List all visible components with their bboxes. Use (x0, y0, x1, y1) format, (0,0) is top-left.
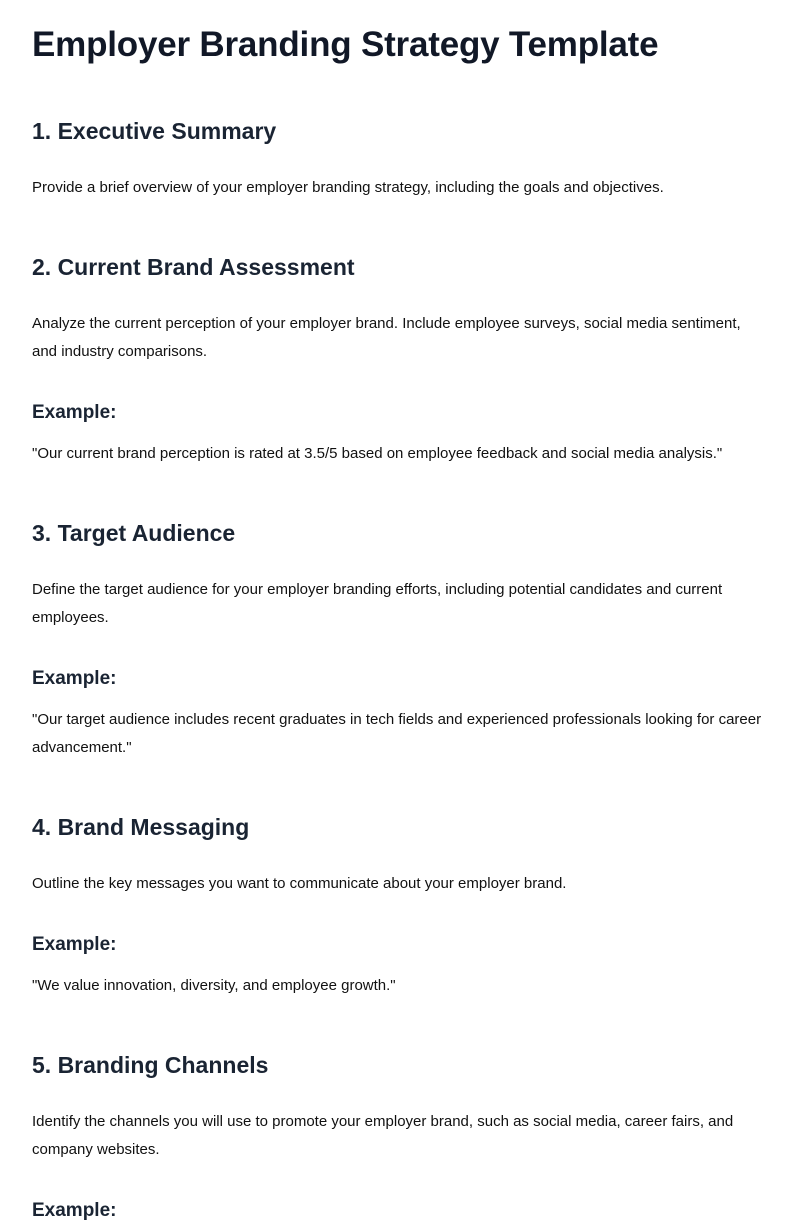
example-heading: Example: (32, 668, 117, 689)
example-text: "We value innovation, diversity, and employee growth." (32, 977, 396, 994)
example-text: "Our target audience includes recent graduates in tech fields and experienced professionals looking for career advancement." (32, 711, 762, 756)
section-body: Analyze the current perception of your employer brand. Include employee surveys, social media sentiment, and industry comparisons. (32, 315, 741, 360)
section-current-brand-assessment (32, 252, 768, 468)
example-text: "Our current brand perception is rated at 3.5/5 based on employee feedback and social media analysis." (32, 445, 723, 462)
section-executive-summary (32, 116, 768, 202)
section-heading: 5. Branding Channels (32, 1052, 269, 1078)
section-heading: 4. Brand Messaging (32, 814, 250, 840)
document-title: Employer Branding Strategy Template (32, 25, 659, 64)
example-heading: Example: (32, 402, 117, 423)
section-body: Define the target audience for your employer branding efforts, including potential candidates and current employees. (32, 581, 723, 626)
section-body: Outline the key messages you want to communicate about your employer brand. (32, 875, 567, 892)
example-heading: Example: (32, 934, 117, 955)
section-target-audience (32, 518, 768, 762)
example-heading: Example: (32, 1200, 117, 1221)
section-body: Provide a brief overview of your employer branding strategy, including the goals and objectives. (32, 179, 664, 196)
section-heading: 3. Target Audience (32, 520, 236, 546)
section-brand-messaging (32, 812, 768, 1000)
section-heading: 2. Current Brand Assessment (32, 254, 355, 280)
section-body: Identify the channels you will use to promote your employer brand, such as social media, career fairs, and company websites. (32, 1113, 734, 1158)
section-branding-channels (32, 1050, 768, 1224)
section-heading: 1. Executive Summary (32, 118, 277, 144)
